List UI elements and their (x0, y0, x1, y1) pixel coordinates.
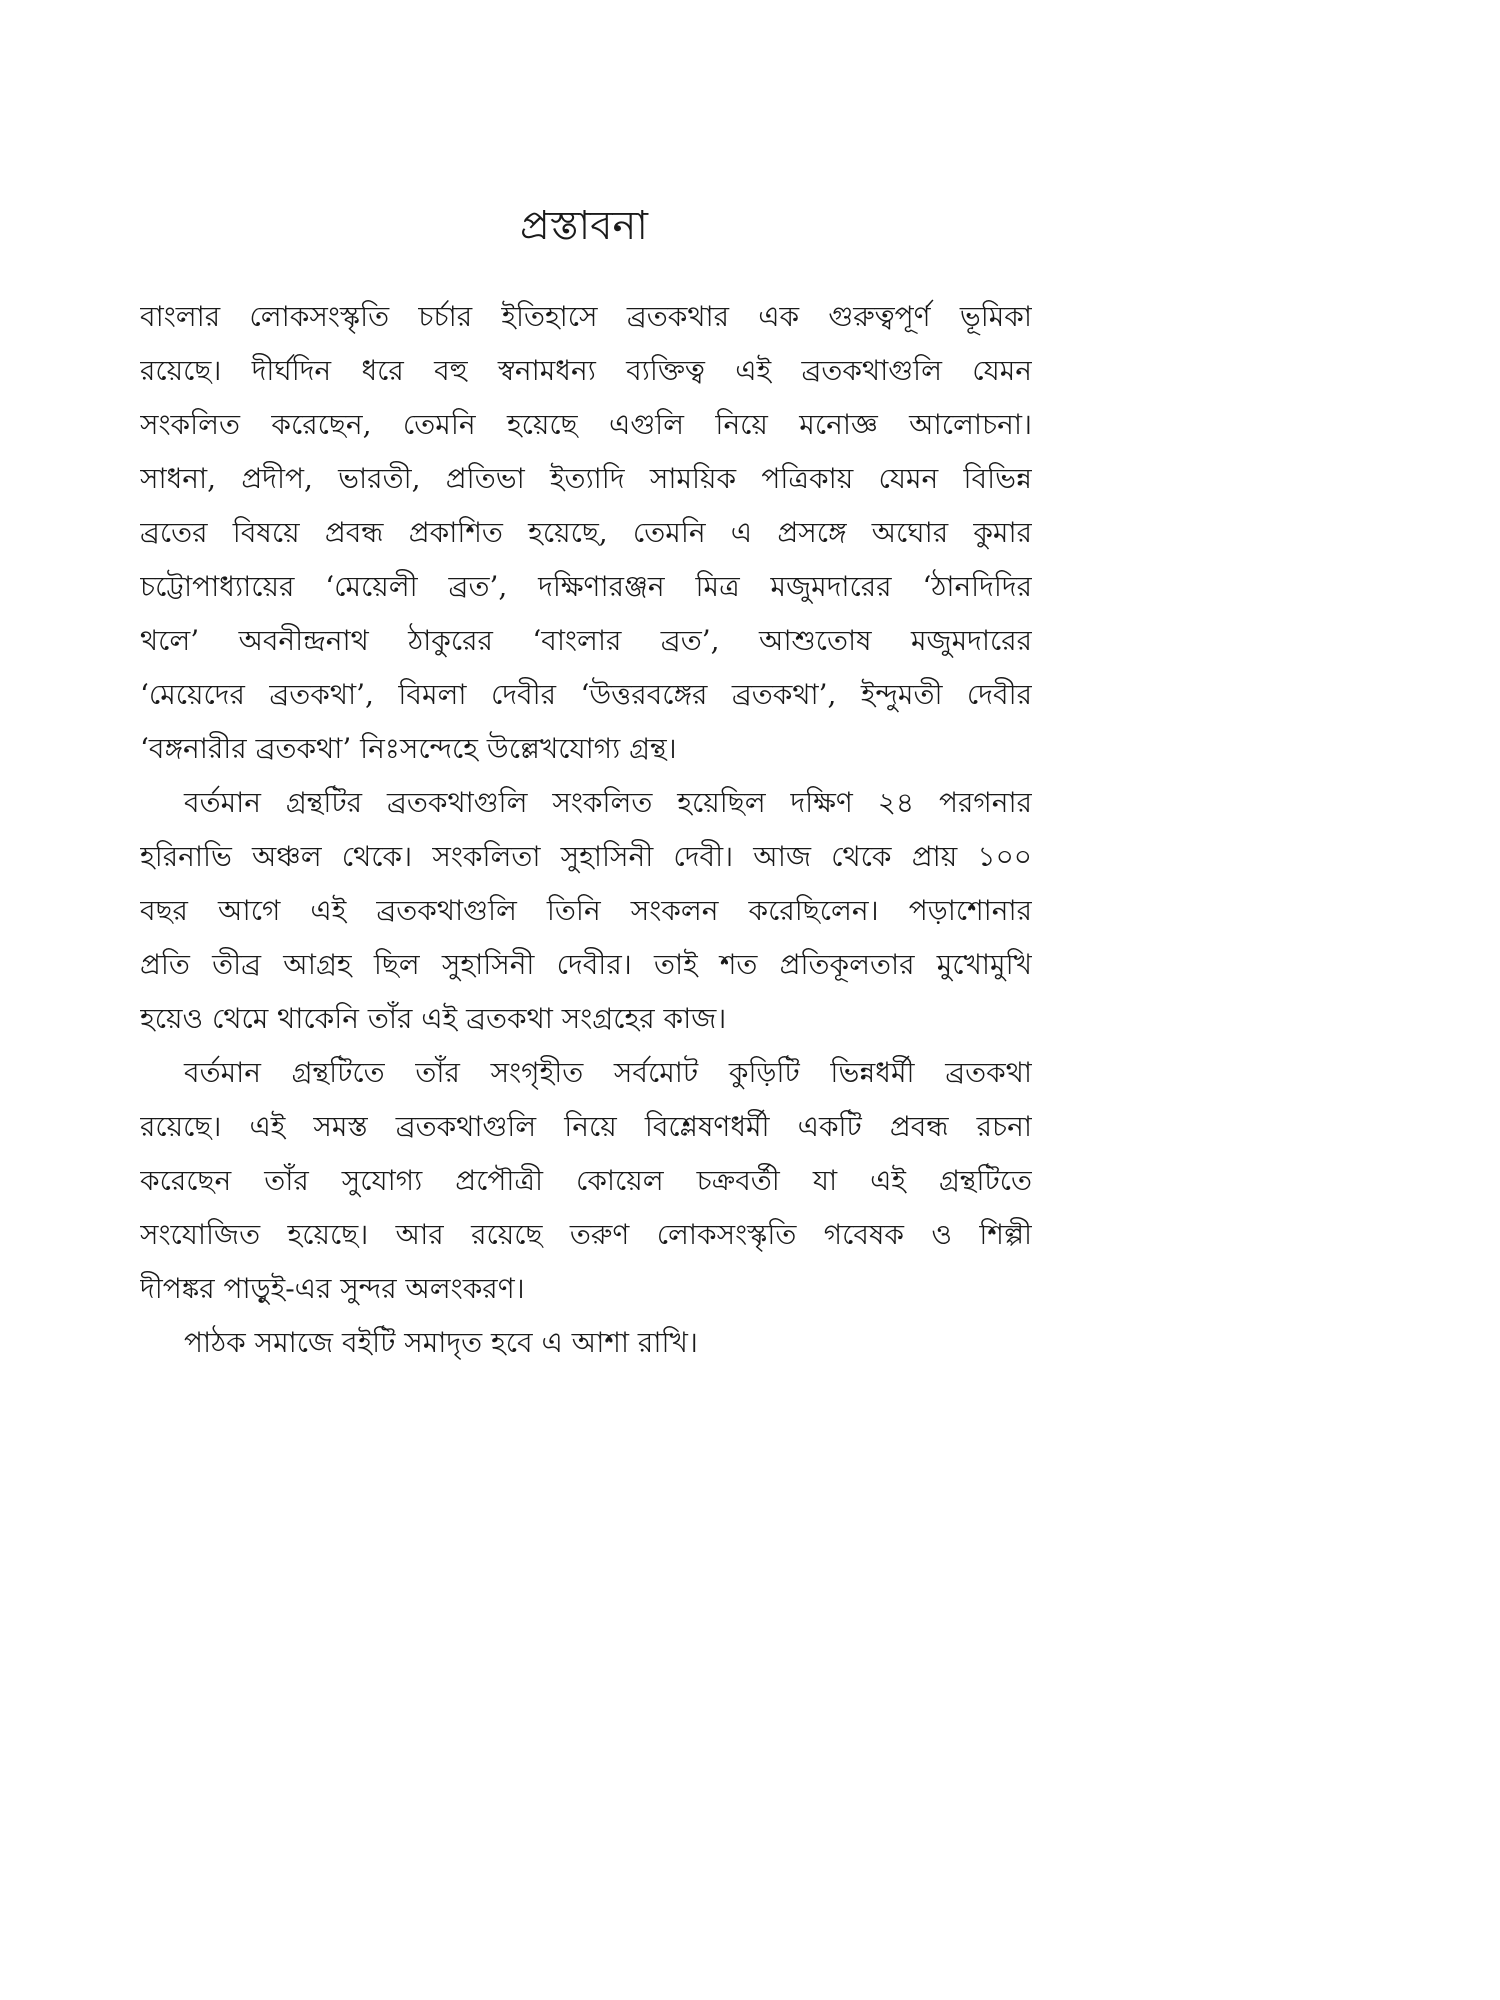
text-line: বর্তমান গ্রন্থটিতে তাঁর সংগৃহীত সর্বমোট কুড়িটি ভিন্নধর্মী ব্রতকথা (184, 1056, 1032, 1089)
text-line: করেছেন তাঁর সুযোগ্য প্রপৌত্রী কোয়েল চক্রবর্তী যা এই গ্রন্থটিতে (140, 1164, 1032, 1197)
text-line: পাঠক সমাজে বইটি সমাদৃত হবে এ আশা রাখি। (184, 1326, 698, 1359)
text-line: সাধনা, প্রদীপ, ভারতী, প্রতিভা ইত্যাদি সাময়িক পত্রিকায় যেমন বিভিন্ন (140, 462, 1032, 495)
text-line: বর্তমান গ্রন্থটির ব্রতকথাগুলি সংকলিত হয়েছিল দক্ষিণ ২৪ পরগনার (184, 786, 1032, 819)
text-line: সংকলিত করেছেন, তেমনি হয়েছে এগুলি নিয়ে মনোজ্ঞ আলোচনা। (140, 408, 1032, 441)
text-line: ব্রতের বিষয়ে প্রবন্ধ প্রকাশিত হয়েছে, তেমনি এ প্রসঙ্গে অঘোর কুমার (140, 516, 1032, 549)
text-line: চট্টোপাধ্যায়ের ‘মেয়েলী ব্রত’, দক্ষিণারঞ্জন মিত্র মজুমদারের ‘ঠানদিদির (140, 570, 1032, 603)
text-line: ‘বঙ্গনারীর ব্রতকথা’ নিঃসন্দেহে উল্লেখযোগ্য গ্রন্থ। (140, 732, 677, 765)
text-line: হরিনাভি অঞ্চল থেকে। সংকলিতা সুহাসিনী দেবী। আজ থেকে প্রায় ১০০ (140, 840, 1032, 873)
text-line: বছর আগে এই ব্রতকথাগুলি তিনি সংকলন করেছিলেন। পড়াশোনার (140, 894, 1032, 927)
paragraph-2 (140, 776, 1032, 1046)
text-line: প্রতি তীব্র আগ্রহ ছিল সুহাসিনী দেবীর। তাই শত প্রতিকূলতার মুখোমুখি (140, 948, 1032, 981)
text-line: রয়েছে। এই সমস্ত ব্রতকথাগুলি নিয়ে বিশ্লেষণধর্মী একটি প্রবন্ধ রচনা (140, 1110, 1032, 1143)
text-line: ‘মেয়েদের ব্রতকথা’, বিমলা দেবীর ‘উত্তরবঙ্গের ব্রতকথা’, ইন্দুমতী দেবীর (140, 678, 1032, 711)
text-line: দীপঙ্কর পাড়ুই-এর সুন্দর অলংকরণ। (140, 1272, 525, 1305)
text-line: থলে’ অবনীন্দ্রনাথ ঠাকুরের ‘বাংলার ব্রত’, আশুতোষ মজুমদারের (140, 624, 1032, 657)
page-title: প্রস্তাবনা (520, 203, 648, 249)
body-text (140, 290, 1032, 1370)
text-line: সংযোজিত হয়েছে। আর রয়েছে তরুণ লোকসংস্কৃতি গবেষক ও শিল্পী (140, 1218, 1032, 1251)
paragraph-4 (140, 1316, 1032, 1370)
paragraph-1 (140, 290, 1032, 776)
text-line: বাংলার লোকসংস্কৃতি চর্চার ইতিহাসে ব্রতকথার এক গুরুত্বপূর্ণ ভূমিকা (140, 300, 1032, 333)
text-line: হয়েও থেমে থাকেনি তাঁর এই ব্রতকথা সংগ্রহের কাজ। (140, 1002, 727, 1035)
paragraph-3 (140, 1046, 1032, 1316)
text-line: রয়েছে। দীর্ঘদিন ধরে বহু স্বনামধন্য ব্যক্তিত্ব এই ব্রতকথাগুলি যেমন (140, 354, 1032, 387)
